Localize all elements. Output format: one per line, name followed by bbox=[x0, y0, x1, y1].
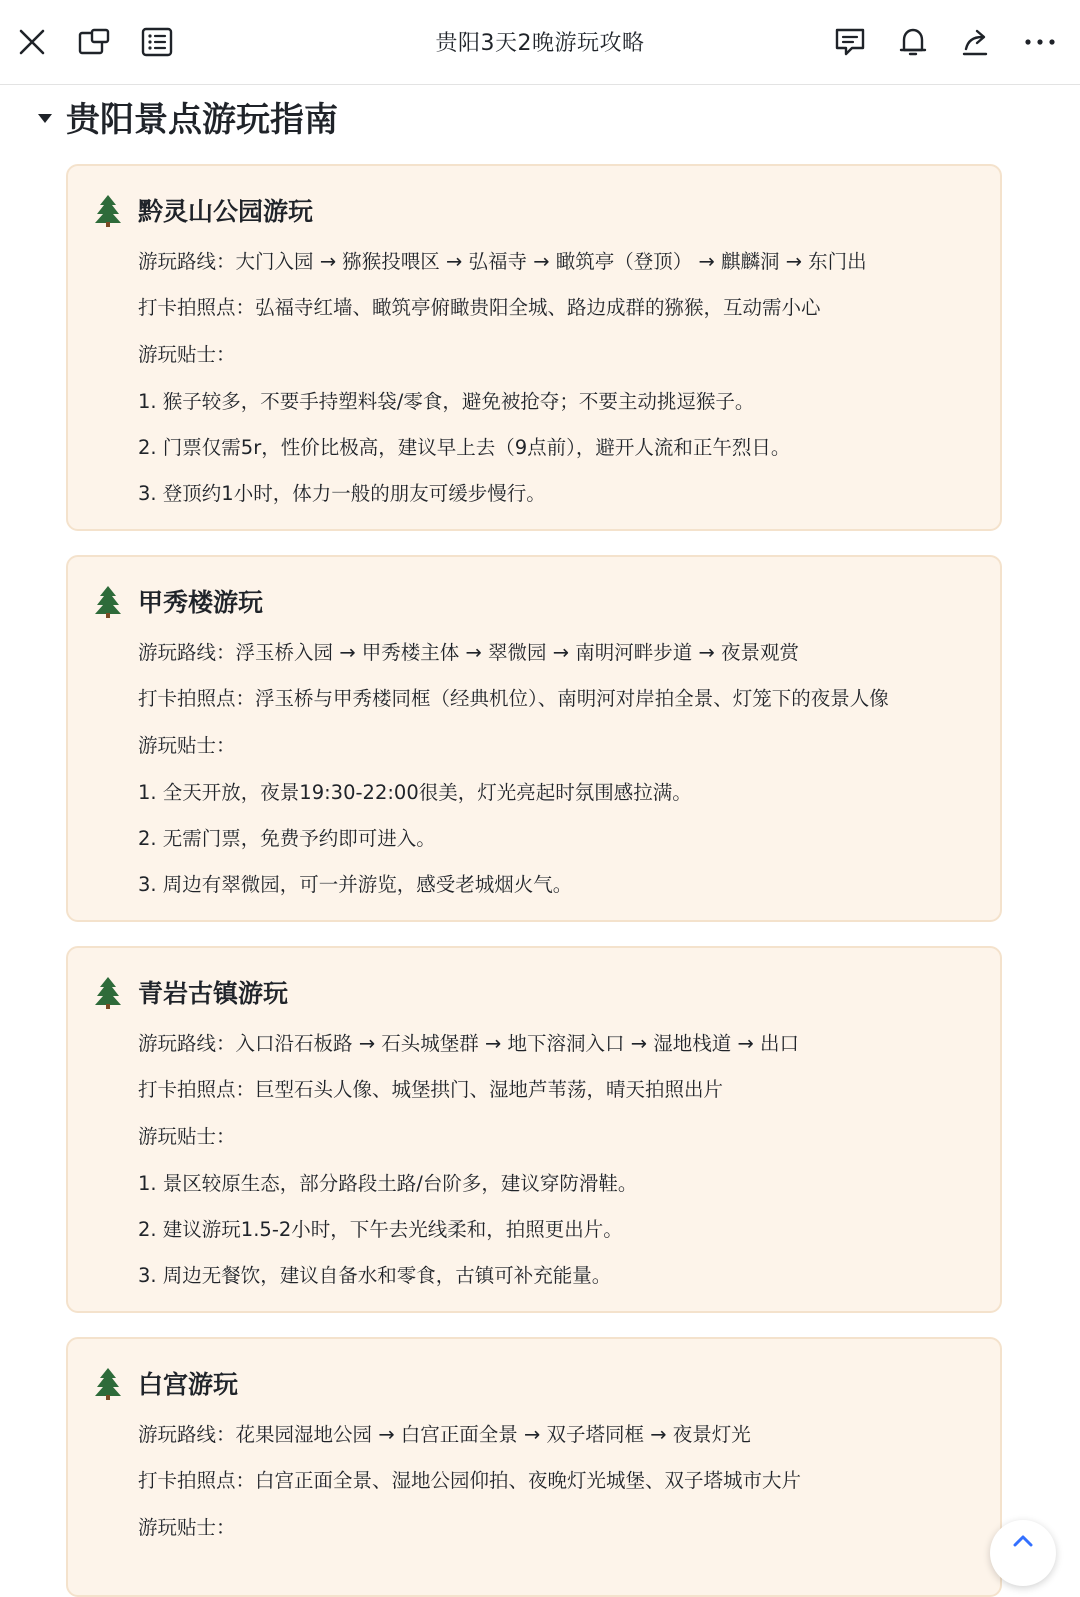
evergreen-tree-icon bbox=[94, 584, 122, 618]
card-title: 白宫游玩 bbox=[138, 1370, 239, 1399]
share-icon[interactable] bbox=[956, 22, 996, 62]
tip-item: 2. 无需门票，免费予约即可进入。 bbox=[138, 827, 436, 850]
bell-icon[interactable] bbox=[893, 22, 933, 62]
attraction-card bbox=[66, 1337, 1002, 1597]
evergreen-tree-icon bbox=[94, 1366, 122, 1400]
tip-item: 3. 周边有翠微园，可一并游览，感受老城烟火气。 bbox=[138, 873, 573, 896]
card-title: 甲秀楼游玩 bbox=[138, 588, 264, 617]
photo-spots-text: 打卡拍照点：巨型石头人像、城堡拱门、湿地芦苇荡，晴天拍照出片 bbox=[138, 1078, 724, 1101]
comment-icon[interactable] bbox=[830, 22, 870, 62]
attraction-card bbox=[66, 555, 1002, 922]
tips-label: 游玩贴士： bbox=[138, 1125, 236, 1148]
tip-item: 3. 周边无餐饮，建议自备水和零食，古镇可补充能量。 bbox=[138, 1264, 612, 1287]
scroll-top-button[interactable] bbox=[990, 1520, 1056, 1586]
route-text: 游玩路线：大门入园 → 猕猴投喂区 → 弘福寺 → 瞰筑亭（登顶） → 麒麟洞 → 东门出 bbox=[138, 250, 867, 273]
photo-spots-text: 打卡拍照点：浮玉桥与甲秀楼同框（经典机位）、南明河对岸拍全景、灯笼下的夜景人像 bbox=[138, 687, 889, 710]
card-title: 黔灵山公园游玩 bbox=[138, 197, 314, 226]
section-title: 贵阳景点游玩指南 bbox=[66, 100, 338, 140]
route-text: 游玩路线：浮玉桥入园 → 甲秀楼主体 → 翠微园 → 南明河畔步道 → 夜景观赏 bbox=[138, 641, 799, 664]
collapse-caret-icon[interactable] bbox=[38, 114, 52, 123]
section-heading[interactable] bbox=[38, 92, 338, 141]
top-bar bbox=[0, 0, 1080, 85]
tip-item: 1. 猴子较多，不要手持塑料袋/零食，避免被抢夺；不要主动挑逗猴子。 bbox=[138, 390, 755, 413]
photo-spots-text: 打卡拍照点：弘福寺红墙、瞰筑亭俯瞰贵阳全城、路边成群的猕猴，互动需小心 bbox=[138, 296, 821, 319]
tip-item: 2. 建议游玩1.5-2小时，下午去光线柔和，拍照更出片。 bbox=[138, 1218, 623, 1241]
route-text: 游玩路线：入口沿石板路 → 石头城堡群 → 地下溶洞入口 → 湿地栈道 → 出口 bbox=[138, 1032, 799, 1055]
tips-label: 游玩贴士： bbox=[138, 1516, 236, 1539]
tip-item: 1. 景区较原生态，部分路段土路/台阶多，建议穿防滑鞋。 bbox=[138, 1172, 638, 1195]
card-title: 青岩古镇游玩 bbox=[138, 979, 289, 1008]
photo-spots-text: 打卡拍照点：白宫正面全景、湿地公园仰拍、夜晚灯光城堡、双子塔城市大片 bbox=[138, 1469, 802, 1492]
document-title: 贵阳3天2晚游玩攻略 bbox=[435, 31, 645, 56]
tip-item: 1. 全天开放，夜景19:30-22:00很美，灯光亮起时氛围感拉满。 bbox=[138, 781, 692, 804]
evergreen-tree-icon bbox=[94, 193, 122, 227]
attraction-card bbox=[66, 164, 1002, 531]
tips-label: 游玩贴士： bbox=[138, 343, 236, 366]
evergreen-tree-icon bbox=[94, 975, 122, 1009]
more-icon[interactable] bbox=[1020, 22, 1060, 62]
attraction-card bbox=[66, 946, 1002, 1313]
tip-item: 3. 登顶约1小时，体力一般的朋友可缓步慢行。 bbox=[138, 482, 546, 505]
route-text: 游玩路线：花果园湿地公园 → 白宫正面全景 → 双子塔同框 → 夜景灯光 bbox=[138, 1423, 751, 1446]
tip-item: 2. 门票仅需5r，性价比极高，建议早上去（9点前），避开人流和正午烈日。 bbox=[138, 436, 791, 459]
tips-label: 游玩贴士： bbox=[138, 734, 236, 757]
